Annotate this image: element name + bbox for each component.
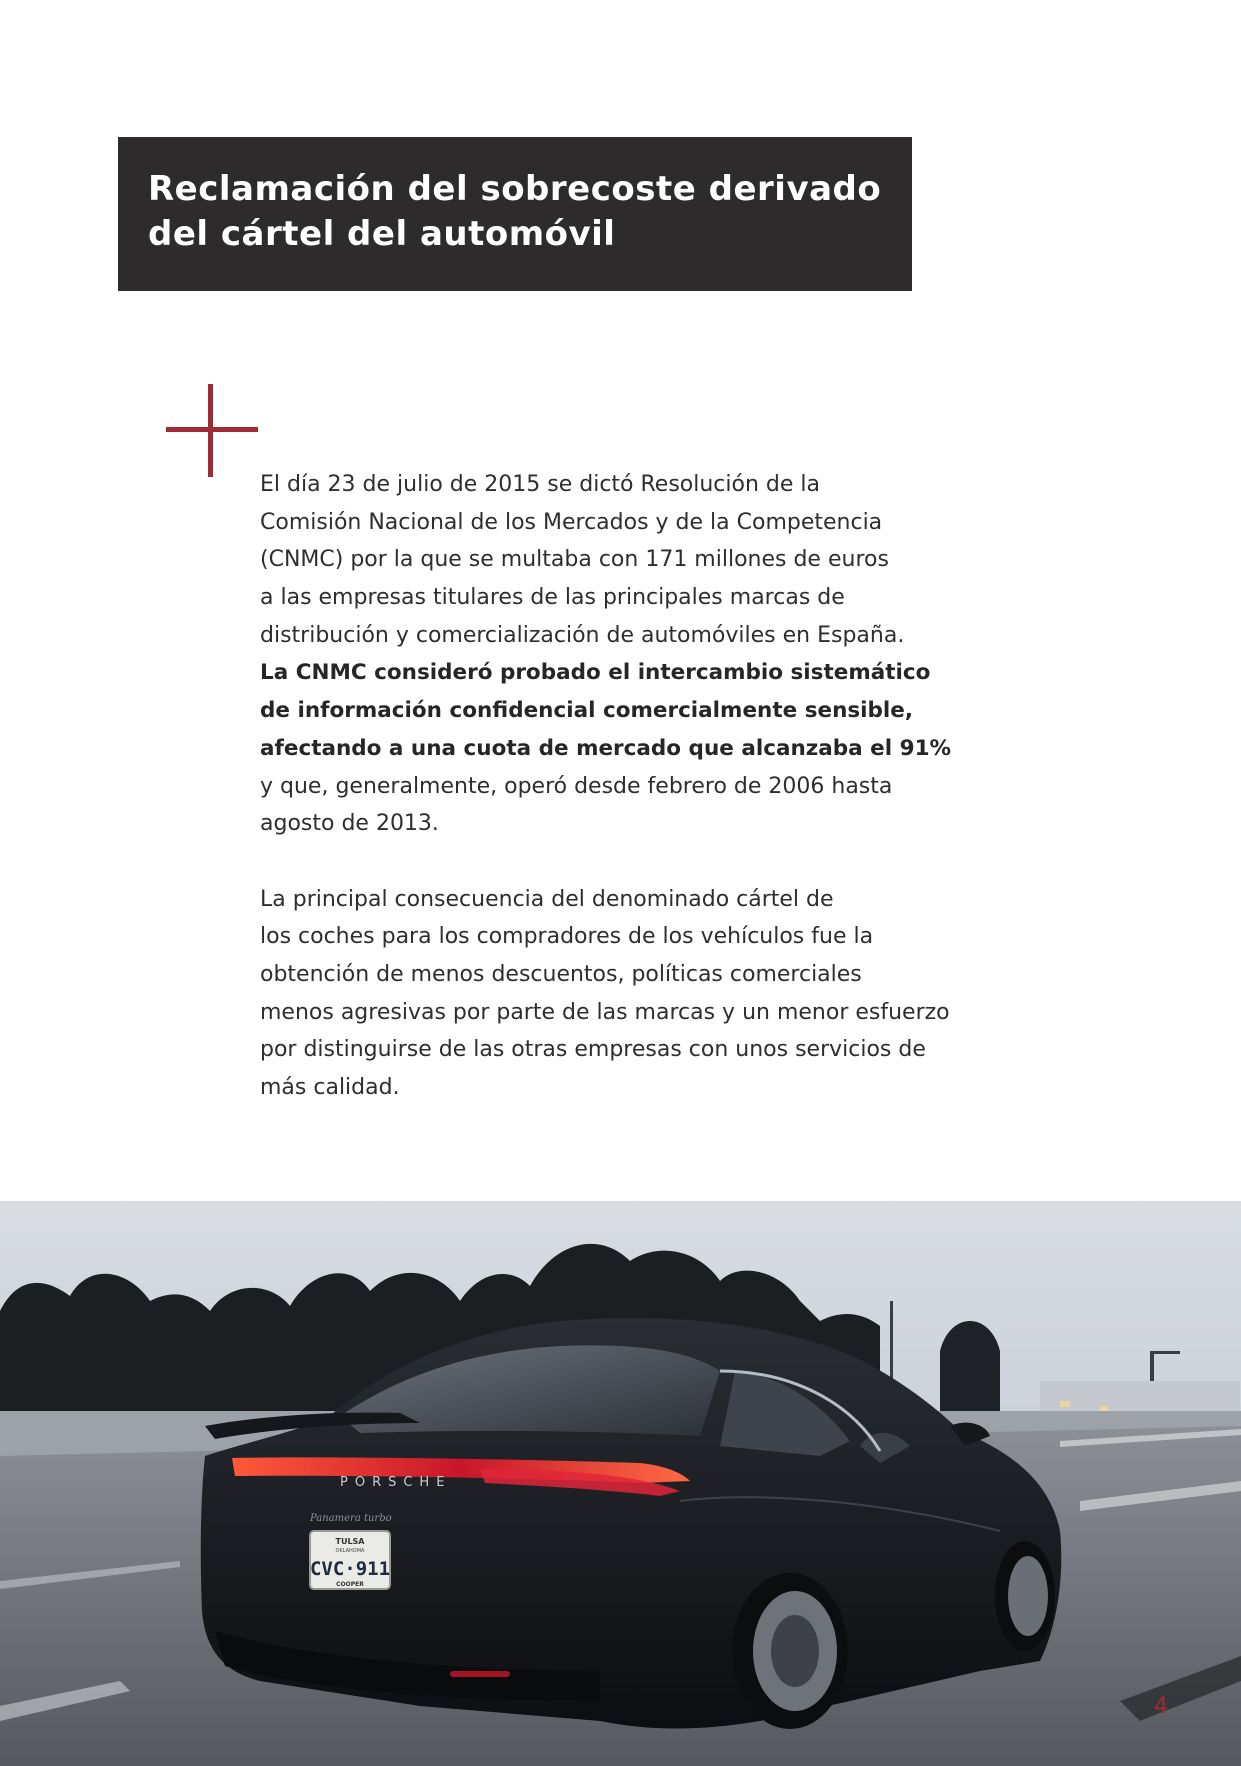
car-photo [0, 1201, 1241, 1766]
paragraph-1 [260, 466, 1060, 843]
paragraph-2-line: más calidad. [260, 1075, 400, 1100]
plate-number: CVC·911 [309, 1558, 391, 1580]
plus-decoration-icon-horizontal [166, 427, 258, 432]
paragraph-2-line: por distinguirse de las otras empresas con unos servicios de [260, 1037, 926, 1063]
paragraph-1-line: (CNMC) por la que se multaba con 171 millones de euros [260, 547, 889, 573]
distant-light [1100, 1406, 1108, 1411]
rear-wheel-hub [771, 1615, 819, 1687]
paragraph-1-bold-line: de información confidencial comercialmente sensible, [260, 698, 914, 724]
paragraph-1-line: distribución y comercialización de automóviles en España. [260, 622, 905, 648]
plate-frame: COOPER [336, 1581, 364, 1588]
plate-top: TULSA [335, 1537, 365, 1546]
paragraph-1-line: agosto de 2013. [260, 811, 439, 837]
title-box [118, 137, 912, 291]
paragraph-1-line: Comisión Nacional de los Mercados y de la Competencia [260, 509, 883, 535]
page-number: 4 [1154, 1694, 1168, 1719]
body-text [260, 466, 1060, 1107]
paragraph-1-line: El día 23 de julio de 2015 se dictó Resolución de la [260, 472, 820, 497]
paragraph-2 [260, 881, 1060, 1107]
paragraph-2-line: menos agresivas por parte de las marcas y un menor esfuerzo [260, 999, 950, 1025]
rear-badge: PORSCHE [340, 1475, 452, 1490]
page-title-line-1: Reclamación del sobrecoste derivado [148, 169, 882, 209]
paragraph-1-bold-line: afectando a una cuota de mercado que alcanzaba el 91% [260, 735, 952, 761]
paragraph-2-line: La principal consecuencia del denominado cártel de [260, 886, 834, 912]
paragraph-1-line: a las empresas titulares de las principales marcas de [260, 585, 845, 611]
model-script: Panamera turbo [310, 1513, 392, 1524]
paragraph-2-line: los coches para los compradores de los vehículos fue la [260, 924, 874, 950]
light-pole-arm [1150, 1351, 1180, 1354]
car-photo-svg [0, 1201, 1241, 1766]
distant-light [1060, 1401, 1070, 1407]
paragraph-gap [260, 843, 1060, 881]
page-title-line-2: del cártel del automóvil [148, 214, 616, 254]
paragraph-1-bold-line: La CNMC consideró probado el intercambio sistemático [260, 660, 931, 686]
front-wheel-rim [1008, 1556, 1048, 1636]
plate-state: OKLAHOMA [335, 1548, 365, 1554]
paragraph-2-line: obtención de menos descuentos, políticas comerciales [260, 961, 862, 987]
rear-reflector [450, 1671, 510, 1677]
paragraph-1-line: y que, generalmente, operó desde febrero de 2006 hasta [260, 773, 893, 799]
